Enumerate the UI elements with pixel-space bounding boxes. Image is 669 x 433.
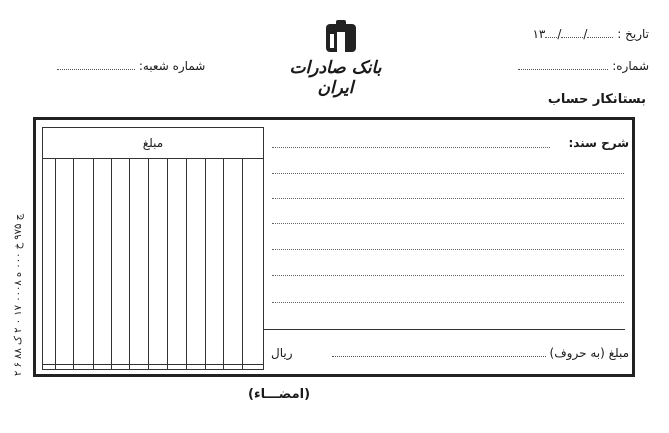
date-month-field[interactable] xyxy=(561,28,583,38)
description-line[interactable] xyxy=(272,173,624,174)
number-label: شماره: xyxy=(612,59,649,73)
amount-in-words-label: مبلغ (به حروف) xyxy=(549,346,629,360)
total-row-separator xyxy=(43,364,263,365)
digit-column-line xyxy=(167,159,168,369)
amount-digit-columns[interactable] xyxy=(43,159,263,369)
digit-column-line xyxy=(55,159,56,369)
digit-column-line xyxy=(93,159,94,369)
number-line xyxy=(518,59,649,73)
serial-number-text: چ ۹۷۵ خ ۰۰۰ ه ۰۰۰۸ ۱۷ ۰ ۲ ک ۸۸ ۶ ۲ xyxy=(13,213,24,376)
branch-number-field[interactable] xyxy=(57,60,135,70)
bank-saderat-logo-icon xyxy=(324,20,358,54)
amount-grid xyxy=(42,127,264,370)
amount-in-words-line xyxy=(332,346,629,360)
branch-number-label: شماره شعبه: xyxy=(138,59,206,73)
date-year-prefix: ۱۳ xyxy=(532,27,546,41)
description-line[interactable] xyxy=(272,198,624,199)
digit-column-line xyxy=(205,159,206,369)
bank-name: بانک صادرات ایران xyxy=(289,58,382,98)
date-label: تاریخ : xyxy=(617,27,649,41)
description-line[interactable] xyxy=(272,302,624,303)
description-line[interactable] xyxy=(272,249,624,250)
branch-number-line xyxy=(57,59,205,73)
currency-label: ریال xyxy=(271,346,293,360)
description-first-line[interactable] xyxy=(272,147,550,148)
digit-column-line xyxy=(73,159,74,369)
signature-label: (امضـــاء) xyxy=(248,387,311,402)
description-line[interactable] xyxy=(272,223,624,224)
description-bottom-rule xyxy=(264,329,625,330)
date-day-field[interactable] xyxy=(587,28,613,38)
date-line: تاریخ : //۱۳ xyxy=(532,27,649,41)
number-field[interactable] xyxy=(518,60,608,70)
description-label: شرح سند: xyxy=(568,136,629,150)
form-title: بستانکار حساب xyxy=(547,92,646,107)
amount-header: مبلغ xyxy=(43,128,263,159)
digit-column-line xyxy=(223,159,224,369)
digit-column-line xyxy=(111,159,112,369)
serial-number xyxy=(7,206,33,376)
digit-column-line xyxy=(186,159,187,369)
digit-column-line xyxy=(148,159,149,369)
digit-column-line xyxy=(242,159,243,369)
date-year-field[interactable] xyxy=(545,28,557,38)
currency-line xyxy=(271,346,293,360)
amount-in-words-field[interactable] xyxy=(332,347,546,357)
description-line[interactable] xyxy=(272,275,624,276)
digit-column-line xyxy=(129,159,130,369)
